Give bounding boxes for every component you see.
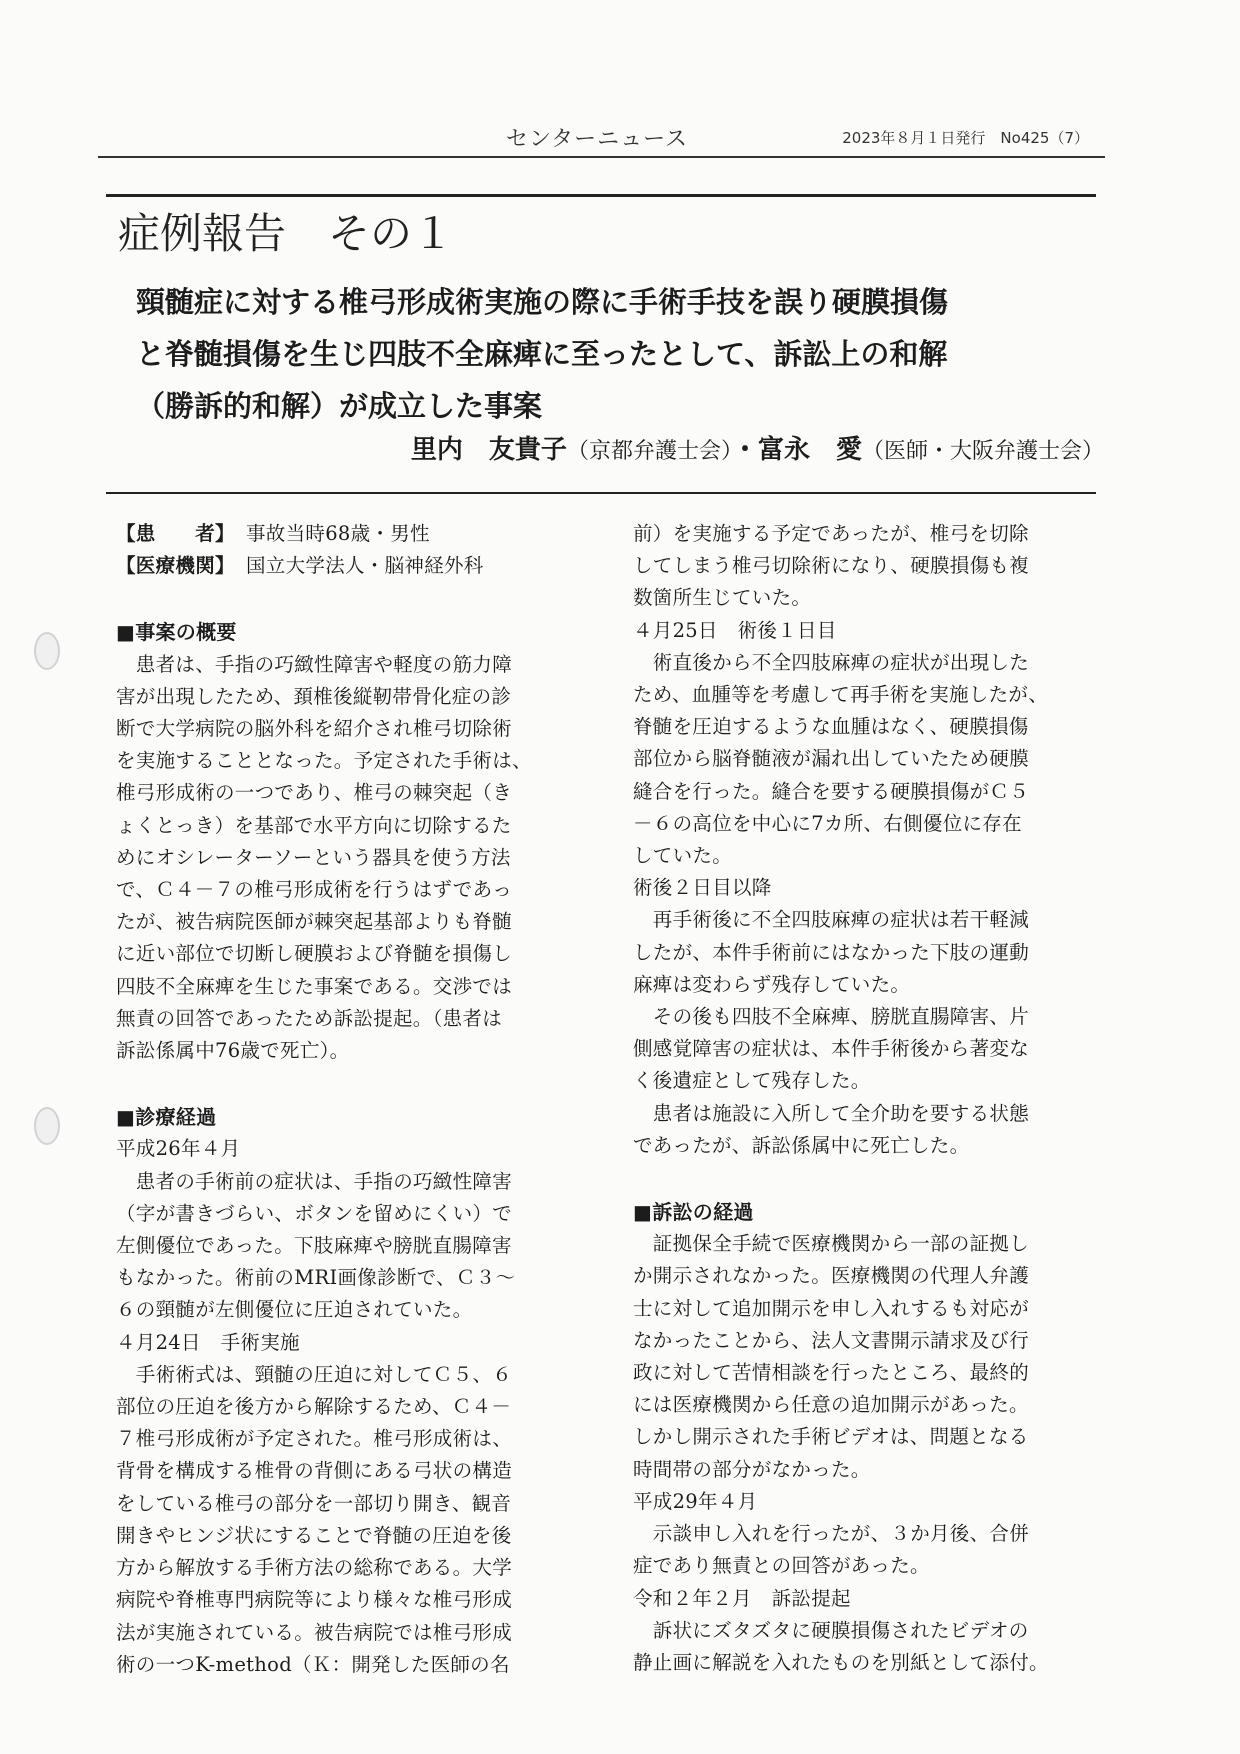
body-line: めにオシレーターソーという器具を使う方法 [116, 845, 511, 869]
body-line: ６の頸髄が左側優位に圧迫されていた。 [116, 1298, 473, 1322]
body-line: 無責の回答であったため訴訟提起。（患者は [116, 1006, 503, 1030]
body-line: ４月25日 術後１日目 [633, 618, 837, 642]
body-line: であったが、訴訟係属中に死亡した。 [633, 1133, 970, 1157]
body-line: 静止画に解説を入れたものを別紙として添付。 [633, 1650, 1049, 1674]
author-affiliation: （京都弁護士会） [566, 439, 732, 464]
body-line: 訴状にズタズタに硬膜損傷されたビデオの [633, 1618, 1029, 1642]
title-line: （勝訴的和解）が成立した事案 [136, 389, 543, 423]
body-line: 令和２年２月 訴訟提起 [633, 1586, 851, 1610]
title-rule-bottom [106, 492, 1096, 494]
spacer [116, 582, 586, 616]
body-line: を実施することとなった。予定された手術は、 [116, 749, 532, 773]
body-line: に近い部位で切断し硬膜および脊髄を損傷し [116, 942, 513, 966]
body-line: 患者の手術前の症状は、手指の巧緻性障害 [116, 1169, 513, 1193]
body-line: 症であり無責との回答があった。 [633, 1554, 930, 1578]
body-line: （字が書きづらい、ボタンを留めにくい）で [116, 1201, 513, 1225]
body-line: 前）を実施する予定であったが、椎弓を切除 [633, 522, 1029, 545]
body-line: してしまう椎弓切除術になり、硬膜損傷も複 [633, 554, 1030, 578]
body-line: ４月24日 手術実施 [116, 1330, 300, 1354]
body-line: その後も四肢不全麻痺、膀胱直腸障害、片 [633, 1005, 1030, 1029]
body-line: －６の高位を中心に7カ所、右側優位に存在 [633, 811, 1022, 835]
body-line: たが、被告病院医師が棘突起基部よりも脊髄 [116, 910, 513, 934]
body-line: 術直後から不全四肢麻痺の症状が出現した [633, 650, 1030, 674]
body-line: 士に対して追加開示を申し入れするも対応が [633, 1296, 1030, 1320]
body-line: 術後２日目以降 [633, 876, 772, 900]
section-heading-clinical: ■診療経過 [116, 1105, 217, 1130]
body-line: 脊髄を圧迫するような血腫はなく、硬膜損傷 [633, 715, 1029, 739]
body-line: 椎弓形成術の一つであり、椎弓の棘突起（き [116, 781, 513, 805]
section-heading-overview: ■事案の概要 [116, 620, 237, 645]
body-line: 手術術式は、頸髄の圧迫に対してＣ５、６ [116, 1362, 513, 1386]
punch-hole [34, 1107, 60, 1145]
body-line: 麻痺は変わらず残存していた。 [633, 972, 911, 996]
body-line: 平成26年４月 [116, 1137, 241, 1161]
body-line: で、Ｃ４－７の椎弓形成術を行うはずであっ [116, 878, 513, 902]
institution-value: 国立大学法人・脳神経外科 [246, 554, 484, 578]
body-line: ７椎弓形成術が予定された。椎弓形成術は、 [116, 1427, 513, 1451]
body-line: 害が出現したため、頚椎後縦靭帯骨化症の診 [116, 684, 512, 708]
body-line: 数箇所生じていた。 [633, 586, 812, 610]
body-line: 示談申し入れを行ったが、３か月後、合併 [633, 1522, 1030, 1546]
page-header [98, 122, 1105, 158]
body-line: ため、血腫等を考慮して再手術を実施したが、 [633, 683, 1049, 707]
spacer [116, 1067, 586, 1101]
issue-info: 2023年８月１日発行 No425（7） [842, 129, 1089, 147]
column-right [633, 518, 1103, 1679]
body-line: には医療機関から任意の追加開示があった。 [633, 1393, 1029, 1417]
body-line: 断で大学病院の脳外科を紹介され椎弓切除術 [116, 717, 513, 741]
body-line: 方から解放する手術方法の総称である。大学 [116, 1556, 513, 1580]
body-line: していた。 [633, 844, 733, 868]
patient-value: 事故当時68歳・男性 [246, 522, 430, 545]
title-line: 頸髄症に対する椎弓形成術実施の際に手術手技を誤り硬膜損傷 [136, 285, 949, 319]
body-line: 背骨を構成する椎骨の背側にある弓状の構造 [116, 1459, 513, 1483]
body-line: 平成29年４月 [633, 1489, 758, 1513]
body-line: 縫合を行った。縫合を要する硬膜損傷がＣ５ [633, 779, 1030, 803]
body-line: 政に対して苦情相談を行ったところ、最終的 [633, 1361, 1030, 1385]
article-title [136, 276, 1096, 432]
body-line: 証拠保全手続で医療機関から一部の証拠し [633, 1232, 1030, 1256]
institution-info [116, 550, 586, 582]
body-line: 訴訟係属中76歳で死亡）。 [116, 1039, 350, 1063]
body-line: しかし開示された手術ビデオは、問題となる [633, 1425, 1029, 1449]
punch-hole [34, 632, 60, 670]
author-separator: ・ [731, 435, 758, 465]
body-line: く後遺症として残存した。 [633, 1069, 871, 1093]
body-line: なかったことから、法人文書開示請求及び行 [633, 1328, 1030, 1352]
body-line: 再手術後に不全四肢麻痺の症状は若干軽減 [633, 908, 1030, 932]
body-line: 部位から脳脊髄液が漏れ出していたため硬膜 [633, 747, 1030, 771]
body-line: 四肢不全麻痺を生じた事案である。交渉では [116, 974, 513, 998]
body-line: 側感覚障害の症状は、本件手術後から著変な [633, 1037, 1030, 1061]
author-line [411, 430, 1104, 472]
body-line: もなかった。術前のMRI画像診断で、Ｃ３～ [116, 1266, 516, 1290]
body-line: 法が実施されている。被告病院では椎弓形成 [116, 1620, 513, 1644]
article-kicker: 症例報告 その１ [118, 209, 455, 258]
patient-info [116, 518, 586, 550]
body-line: 術の一つK-method（Ｋ：開発した医師の名 [116, 1652, 510, 1676]
body-line: 患者は、手指の巧緻性障害や軽度の筋力障 [116, 652, 513, 676]
spacer [633, 1162, 1103, 1196]
patient-label: 【患 者】 [116, 522, 235, 545]
section-heading-litigation: ■訴訟の経過 [633, 1200, 754, 1225]
body-line: か開示されなかった。医療機関の代理人弁護 [633, 1264, 1030, 1288]
author-name: 富永 愛 [757, 435, 862, 465]
body-line: ょくとっき）を基部で水平方向に切除するた [116, 813, 512, 837]
body-line: 患者は施設に入所して全介助を要する状態 [633, 1101, 1030, 1125]
publication-name: センターニュース [506, 127, 689, 152]
body-line: 左側優位であった。下肢麻痺や膀胱直腸障害 [116, 1234, 512, 1258]
column-left [116, 518, 586, 1681]
body-line: 部位の圧迫を後方から解除するため、Ｃ４－ [116, 1395, 512, 1419]
body-line: をしている椎弓の部分を一部切り開き、観音 [116, 1491, 512, 1515]
title-rule-top [106, 194, 1096, 197]
body-line: したが、本件手術前にはなかった下肢の運動 [633, 940, 1030, 964]
title-line: と脊髄損傷を生じ四肢不全麻痺に至ったとして、訴訟上の和解 [136, 337, 948, 371]
author-affiliation: （医師・大阪弁護士会） [861, 439, 1104, 464]
author-name: 里内 友貴子 [410, 435, 567, 465]
body-line: 時間帯の部分がなかった。 [633, 1457, 871, 1481]
institution-label: 【医療機関】 [116, 554, 235, 578]
body-line: 病院や脊椎専門病院等により様々な椎弓形成 [116, 1588, 513, 1612]
body-line: 開きやヒンジ状にすることで脊髄の圧迫を後 [116, 1523, 512, 1547]
